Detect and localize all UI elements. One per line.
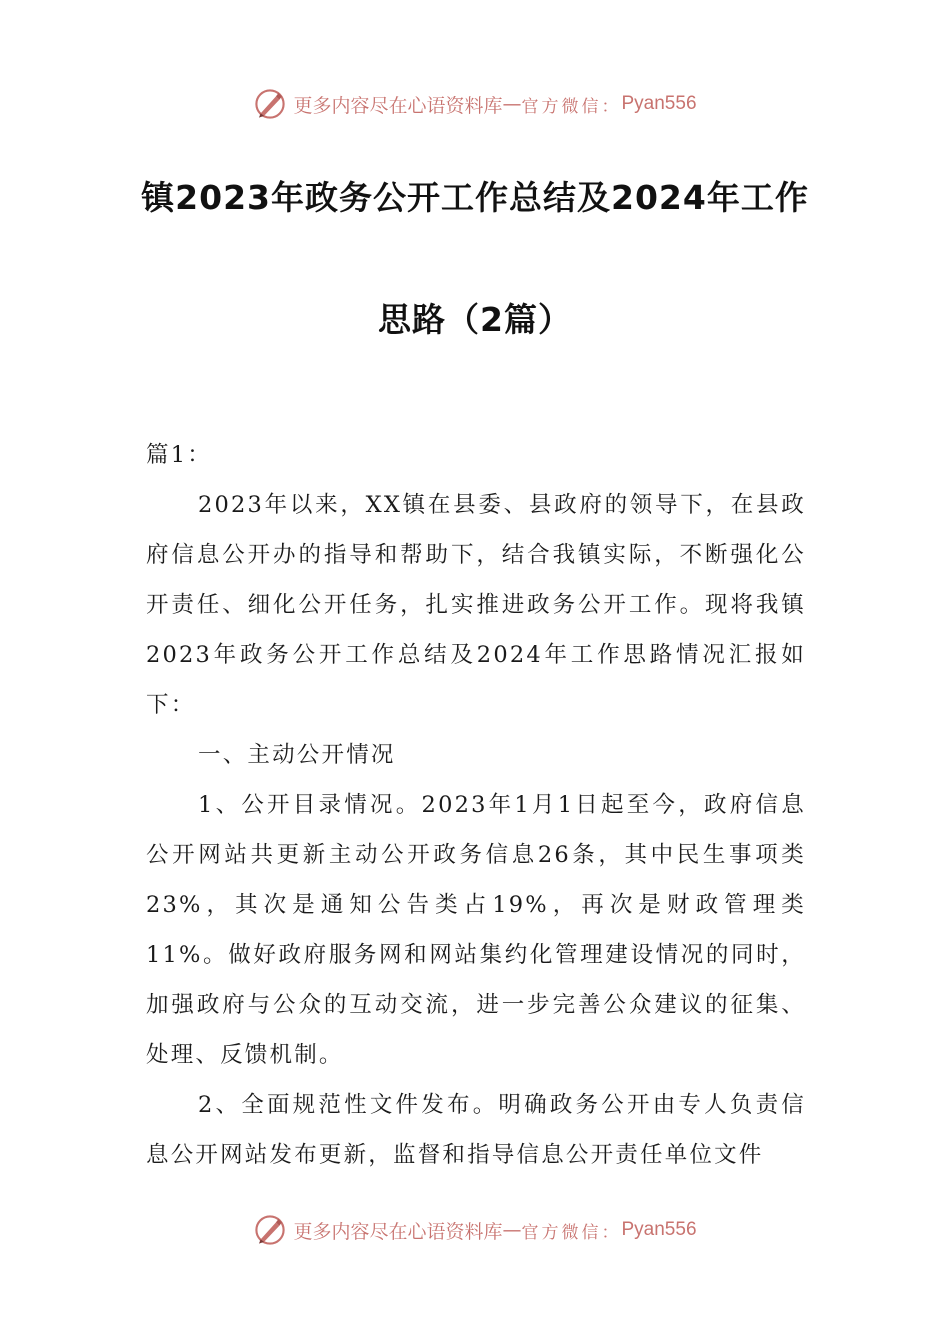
watermark-banner-bottom xyxy=(0,1210,950,1250)
document-title-line-1: 镇2023年政务公开工作总结及2024年工作 xyxy=(141,178,809,217)
heading-proactive-disclosure: 一、主动公开情况 xyxy=(198,742,396,768)
document-title-line-2: 思路（2篇） xyxy=(378,300,572,339)
section-label: 篇1： xyxy=(146,442,212,468)
watermark-wechat-id: Pyan556 xyxy=(621,93,697,114)
pen-logo-icon xyxy=(253,87,287,121)
watermark-wechat-label: 官方微信： xyxy=(521,96,622,117)
watermark-brand: 更多内容尽在心语资料库 xyxy=(293,94,503,117)
paragraph-catalog: 1、公开目录情况。2023年1月1日起至今，政府信息公开网站共更新主动公开政务信息26条，其中民生事项类23%，其次是通知公告类占19%，再次是财政管理类11%。做好政府服务网和网站集约化管理建设情况的同时，加强政府与公众的互动交流，进一步完善公众建议的征集、处理、反馈机制。 xyxy=(146,792,806,1068)
watermark-wechat-label: 官方微信： xyxy=(521,1222,622,1243)
watermark-separator: — xyxy=(502,1219,522,1241)
watermark-separator: — xyxy=(502,93,522,115)
paragraph-normative-documents: 2、全面规范性文件发布。明确政务公开由专人负责信息公开网站发布更新，监督和指导信息公开责任单位文件 xyxy=(146,1092,806,1168)
watermark-banner-top xyxy=(0,84,950,124)
watermark-brand: 更多内容尽在心语资料库 xyxy=(293,1220,503,1243)
pen-logo-icon xyxy=(253,1213,287,1247)
document-body xyxy=(146,430,806,1180)
watermark-wechat-id: Pyan556 xyxy=(621,1219,697,1240)
paragraph-intro: 2023年以来，XX镇在县委、县政府的领导下，在县政府信息公开办的指导和帮助下，结合我镇实际，不断强化公开责任、细化公开任务，扎实推进政务公开工作。现将我镇2023年政务公开工作总结及2024年工作思路情况汇报如下： xyxy=(146,492,806,718)
